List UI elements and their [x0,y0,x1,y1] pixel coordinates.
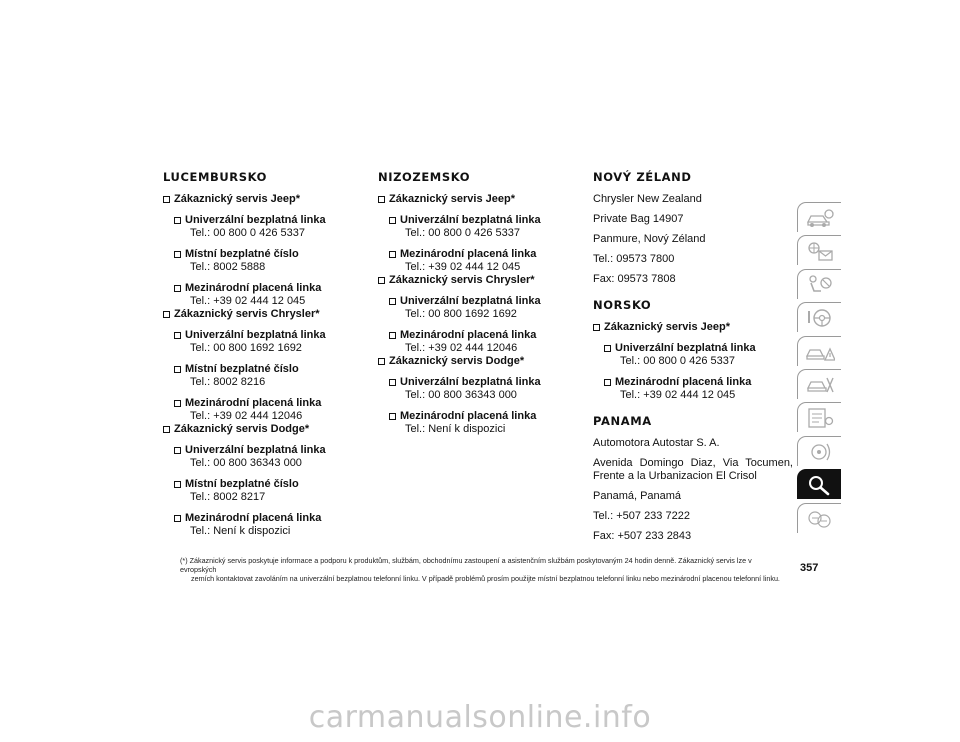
phone-value: Tel.: Není k dispozici [190,525,291,537]
address-line: Panmure, Nový Zéland [593,233,706,245]
checkbox-icon [174,366,181,373]
seat-airbag-icon [805,274,835,296]
line-label: Místní bezplatné číslo [174,363,363,376]
footnote-line: (*) Zákaznický servis poskytuje informace a podporu k produktům, službám, obchodnímu zastoupení a asistenčním službám poskytovaným 24 hodin denně. Zákaznický servis lze v evropských [180,556,752,574]
checkbox-icon [174,285,181,292]
multimedia-icon [805,441,835,463]
phone-value: Tel.: +39 02 444 12 045 [190,295,306,307]
tab-specifications[interactable] [797,402,841,432]
line-label: Mezinárodní placená linka [389,329,578,342]
phone-value: Tel.: 00 800 36343 000 [405,389,517,401]
service-title: Zákaznický servis Chrysler* [163,308,363,321]
checkbox-icon [378,277,385,284]
checkbox-icon [163,311,170,318]
checkbox-icon [174,251,181,258]
line-label: Mezinárodní placená linka [389,248,578,261]
car-service-icon [805,374,835,396]
phone-value: Tel.: 8002 8216 [190,376,266,388]
checkbox-icon [604,345,611,352]
checkbox-icon [389,217,396,224]
service-title: Zákaznický servis Jeep* [378,193,578,206]
steering-wheel-icon [805,307,835,329]
checkbox-icon [593,324,600,331]
section-heading: PANAMA [593,414,652,428]
phone-value: Tel.: +39 02 444 12 045 [620,389,736,401]
phone-value: Tel.: 00 800 36343 000 [190,457,302,469]
address-line: Panamá, Panamá [593,490,682,502]
phone-value: Tel.: +39 02 444 12046 [190,410,303,422]
checkbox-icon [378,358,385,365]
column-nizozemsko [378,170,578,436]
line-label: Univerzální bezplatná linka [604,342,793,355]
tab-servicing[interactable] [797,369,841,399]
phone-value: Tel.: 8002 5888 [190,261,266,273]
warning-light-icon [805,240,835,262]
vehicle-breakdown-icon [805,341,835,363]
checkbox-icon [604,379,611,386]
section-heading: LUCEMBURSKO [163,170,268,184]
line-label: Mezinárodní placená linka [174,512,363,525]
line-label: Místní bezplatné číslo [174,478,363,491]
service-title: Zákaznický servis Dodge* [378,355,578,368]
line-label: Mezinárodní placená linka [604,376,793,389]
service-block [163,423,363,538]
address-line: Chrysler New Zealand [593,193,702,205]
service-title: Zákaznický servis Jeep* [163,193,363,206]
section-heading: NOVÝ ZÉLAND [593,170,692,184]
tab-index[interactable] [797,469,841,499]
tab-emergency[interactable] [797,336,841,366]
service-block [593,321,793,402]
line-label: Místní bezplatné číslo [174,248,363,261]
checkbox-icon [163,426,170,433]
phone-value: Tel.: 00 800 0 426 5337 [405,227,520,239]
phone-value: Tel.: +39 02 444 12046 [405,342,518,354]
address-line: Automotora Autostar S. A. [593,437,720,449]
line-label: Univerzální bezplatná linka [174,444,363,457]
checkbox-icon [389,298,396,305]
fax-line: Fax: +507 233 2843 [593,530,692,542]
checkbox-icon [174,481,181,488]
specifications-icon [805,407,835,429]
line-label: Mezinárodní placená linka [174,397,363,410]
tab-car-info[interactable] [797,202,841,232]
line-label: Mezinárodní placená linka [389,410,578,423]
address-line: Avenida Domingo Diaz, Via Tocumen, Frente a la Urbanizacion El Crisol [593,457,793,482]
line-label: Mezinárodní placená linka [174,282,363,295]
footnote [180,556,790,583]
checkbox-icon [174,400,181,407]
chapter-tabs [797,202,841,536]
phone-value: Tel.: 00 800 1692 1692 [405,308,517,320]
search-index-icon [805,474,835,496]
car-info-icon [805,207,835,229]
tab-multimedia[interactable] [797,436,841,466]
checkbox-icon [174,217,181,224]
line-label: Univerzální bezplatná linka [174,214,363,227]
tab-driving[interactable] [797,302,841,332]
checkbox-icon [389,332,396,339]
line-label: Univerzální bezplatná linka [389,376,578,389]
page-number: 357 [800,562,819,574]
checkbox-icon [378,196,385,203]
column-nz-norsko-panama [593,170,793,550]
checkbox-icon [389,413,396,420]
watermark: carmanualsonline.info [308,700,652,735]
phone-value: Tel.: Není k dispozici [405,423,506,435]
fax-line: Fax: 09573 7808 [593,273,676,285]
footnote-line: zemích kontaktovat zavoláním na univerzální bezplatnou telefonní linku. V případě problémů prosím použijte místní bezplatnou telefonní linku nebo mezinárodní placenou telefonní linku. [191,574,780,583]
service-title: Zákaznický servis Chrysler* [378,274,578,287]
phone-value: Tel.: 00 800 0 426 5337 [620,355,735,367]
address-line: Private Bag 14907 [593,213,684,225]
column-lucembursko [163,170,363,538]
service-block [378,193,578,274]
phone-value: Tel.: 00 800 1692 1692 [190,342,302,354]
tab-warning-lights[interactable] [797,235,841,265]
tab-safety[interactable] [797,269,841,299]
tab-languages[interactable] [797,503,841,533]
phone-value: Tel.: 00 800 0 426 5337 [190,227,305,239]
languages-icon [805,508,835,530]
checkbox-icon [174,515,181,522]
service-block [163,308,363,423]
service-block [378,355,578,436]
line-label: Univerzální bezplatná linka [389,214,578,227]
service-title: Zákaznický servis Jeep* [593,321,793,334]
phone-line: Tel.: +507 233 7222 [593,510,690,522]
checkbox-icon [389,379,396,386]
checkbox-icon [389,251,396,258]
phone-line: Tel.: 09573 7800 [593,253,675,265]
service-block [163,193,363,308]
line-label: Univerzální bezplatná linka [389,295,578,308]
checkbox-icon [163,196,170,203]
checkbox-icon [174,332,181,339]
phone-value: Tel.: +39 02 444 12 045 [405,261,521,273]
phone-value: Tel.: 8002 8217 [190,491,266,503]
section-heading: NIZOZEMSKO [378,170,471,184]
service-block [378,274,578,355]
section-heading: NORSKO [593,298,652,312]
checkbox-icon [174,447,181,454]
line-label: Univerzální bezplatná linka [174,329,363,342]
service-title: Zákaznický servis Dodge* [163,423,363,436]
